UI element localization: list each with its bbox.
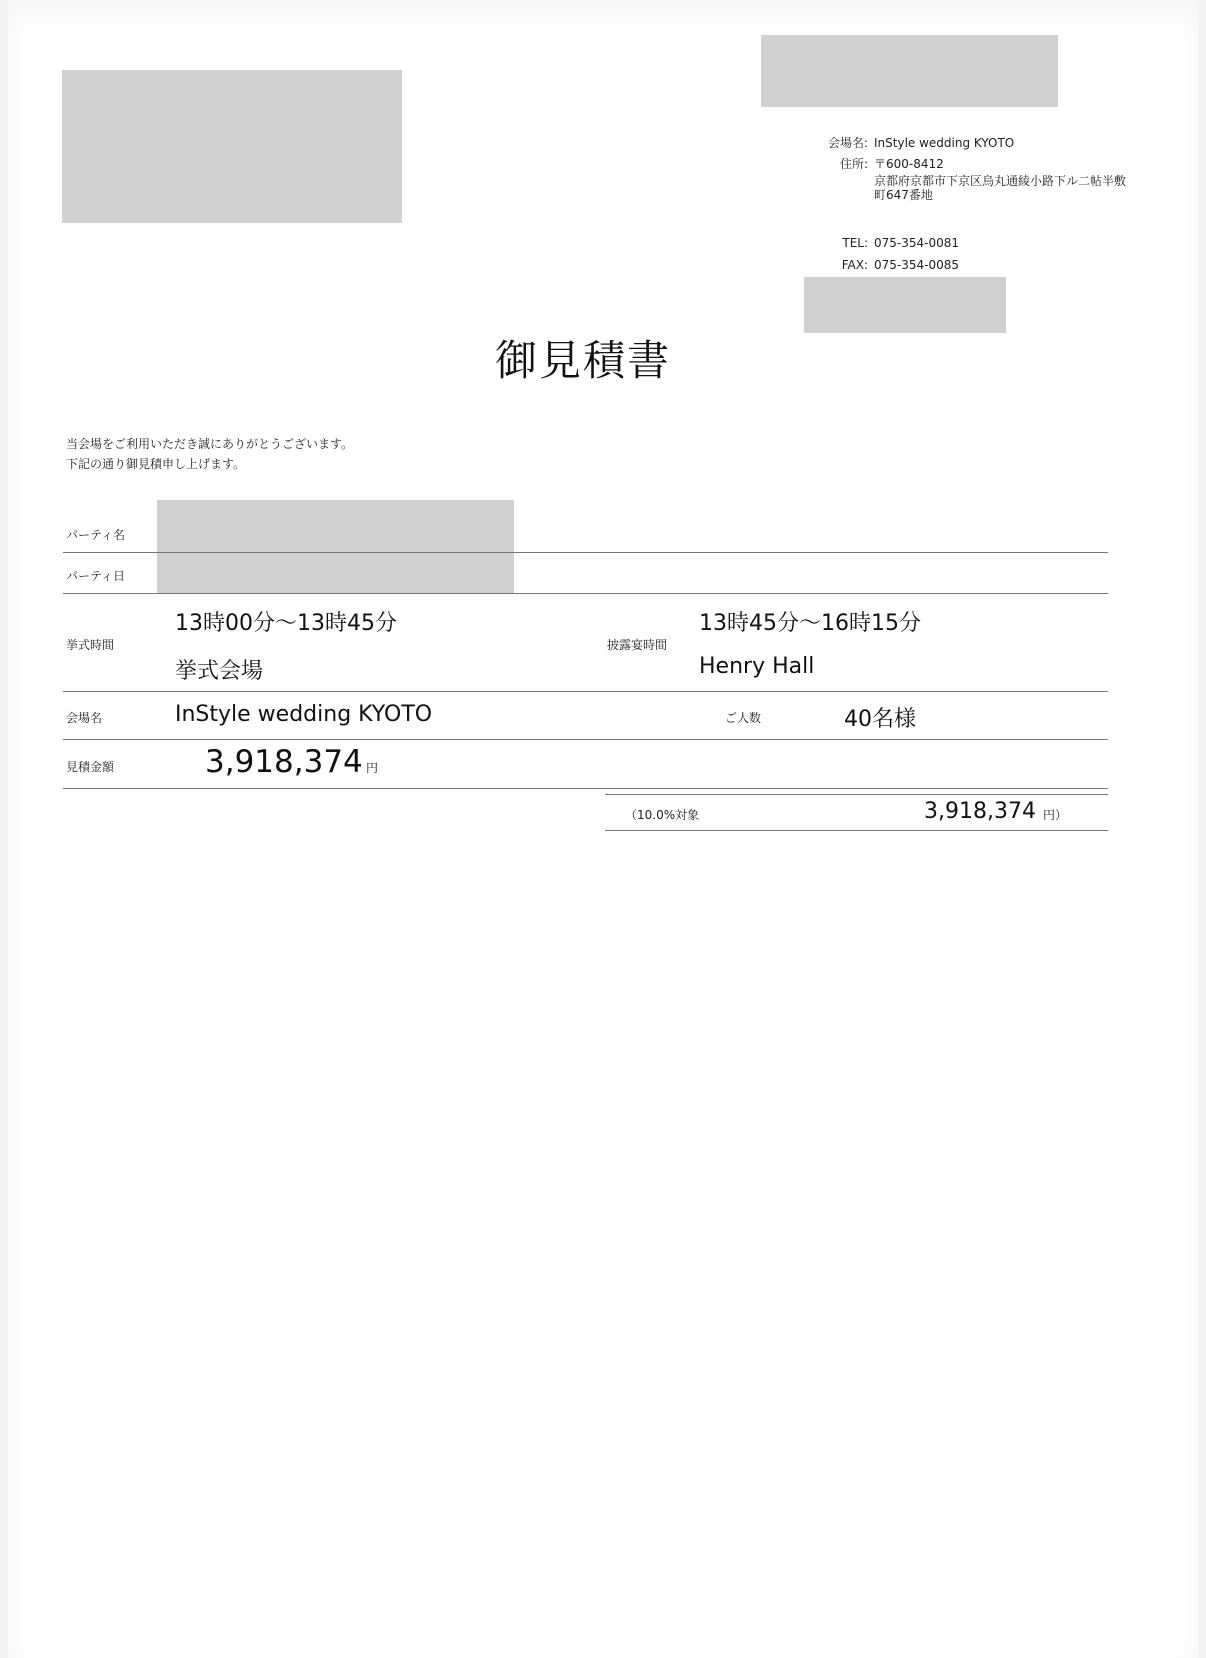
venue-name-label: 会場名: xyxy=(827,136,868,150)
divider xyxy=(63,593,1108,594)
venue-info xyxy=(808,134,1168,284)
venue-name-value: InStyle wedding KYOTO xyxy=(175,702,433,727)
greeting-line-1: 当会場をご利用いただき誠にありがとうございます。 xyxy=(66,437,354,451)
greeting xyxy=(66,434,353,474)
page-title: 御見積書 xyxy=(494,336,671,385)
ceremony-time: 13時00分〜13時45分 xyxy=(175,611,397,636)
fax-number: 075-354-0085 xyxy=(874,258,960,272)
greeting-line-2: 下記の通り御見積申し上げます。 xyxy=(66,457,246,471)
address-line-2: 町647番地 xyxy=(874,188,933,202)
divider xyxy=(63,788,1108,789)
redacted-logo-block xyxy=(761,35,1058,107)
estimate-amount: 3,918,374 xyxy=(205,744,363,780)
party-name-label: パーティ名 xyxy=(66,528,126,542)
summary-divider-bottom xyxy=(605,830,1108,831)
reception-time: 13時45分〜16時15分 xyxy=(699,611,921,636)
redacted-stamp-block xyxy=(804,277,1006,333)
guest-count: 40名様 xyxy=(844,707,916,732)
address-label: 住所: xyxy=(839,157,868,171)
summary-divider-top xyxy=(605,794,1108,795)
reception-time-label: 披露宴時間 xyxy=(607,638,668,652)
tel-number: 075-354-0081 xyxy=(874,236,960,250)
party-date-label: パーティ日 xyxy=(66,569,126,583)
redacted-party-info xyxy=(157,500,514,593)
venue-label: 会場名 xyxy=(66,711,103,725)
estimate-unit: 円 xyxy=(366,761,379,775)
address-line-1: 京都府京都市下京区烏丸通綾小路下ル二帖半敷 xyxy=(874,174,1127,188)
estimate-label: 見積金額 xyxy=(66,760,115,774)
divider xyxy=(63,739,1108,740)
tax-target-unit: 円） xyxy=(1043,808,1068,822)
tel-label: TEL: xyxy=(842,236,868,250)
venue-name: InStyle wedding KYOTO xyxy=(874,136,1015,150)
divider xyxy=(63,552,1108,553)
ceremony-time-label: 挙式時間 xyxy=(66,638,115,652)
tax-rate-label: （10.0%対象 xyxy=(625,808,700,822)
guests-label: ご人数 xyxy=(725,711,762,725)
ceremony-place: 挙式会場 xyxy=(175,659,264,684)
reception-place: Henry Hall xyxy=(699,654,815,679)
divider xyxy=(63,691,1108,692)
redacted-recipient-block xyxy=(62,70,402,223)
fax-label: FAX: xyxy=(841,258,868,272)
postal-code: 〒600-8412 xyxy=(874,157,944,171)
estimate-page xyxy=(8,0,1198,1658)
tax-target-amount: 3,918,374 xyxy=(924,799,1036,824)
